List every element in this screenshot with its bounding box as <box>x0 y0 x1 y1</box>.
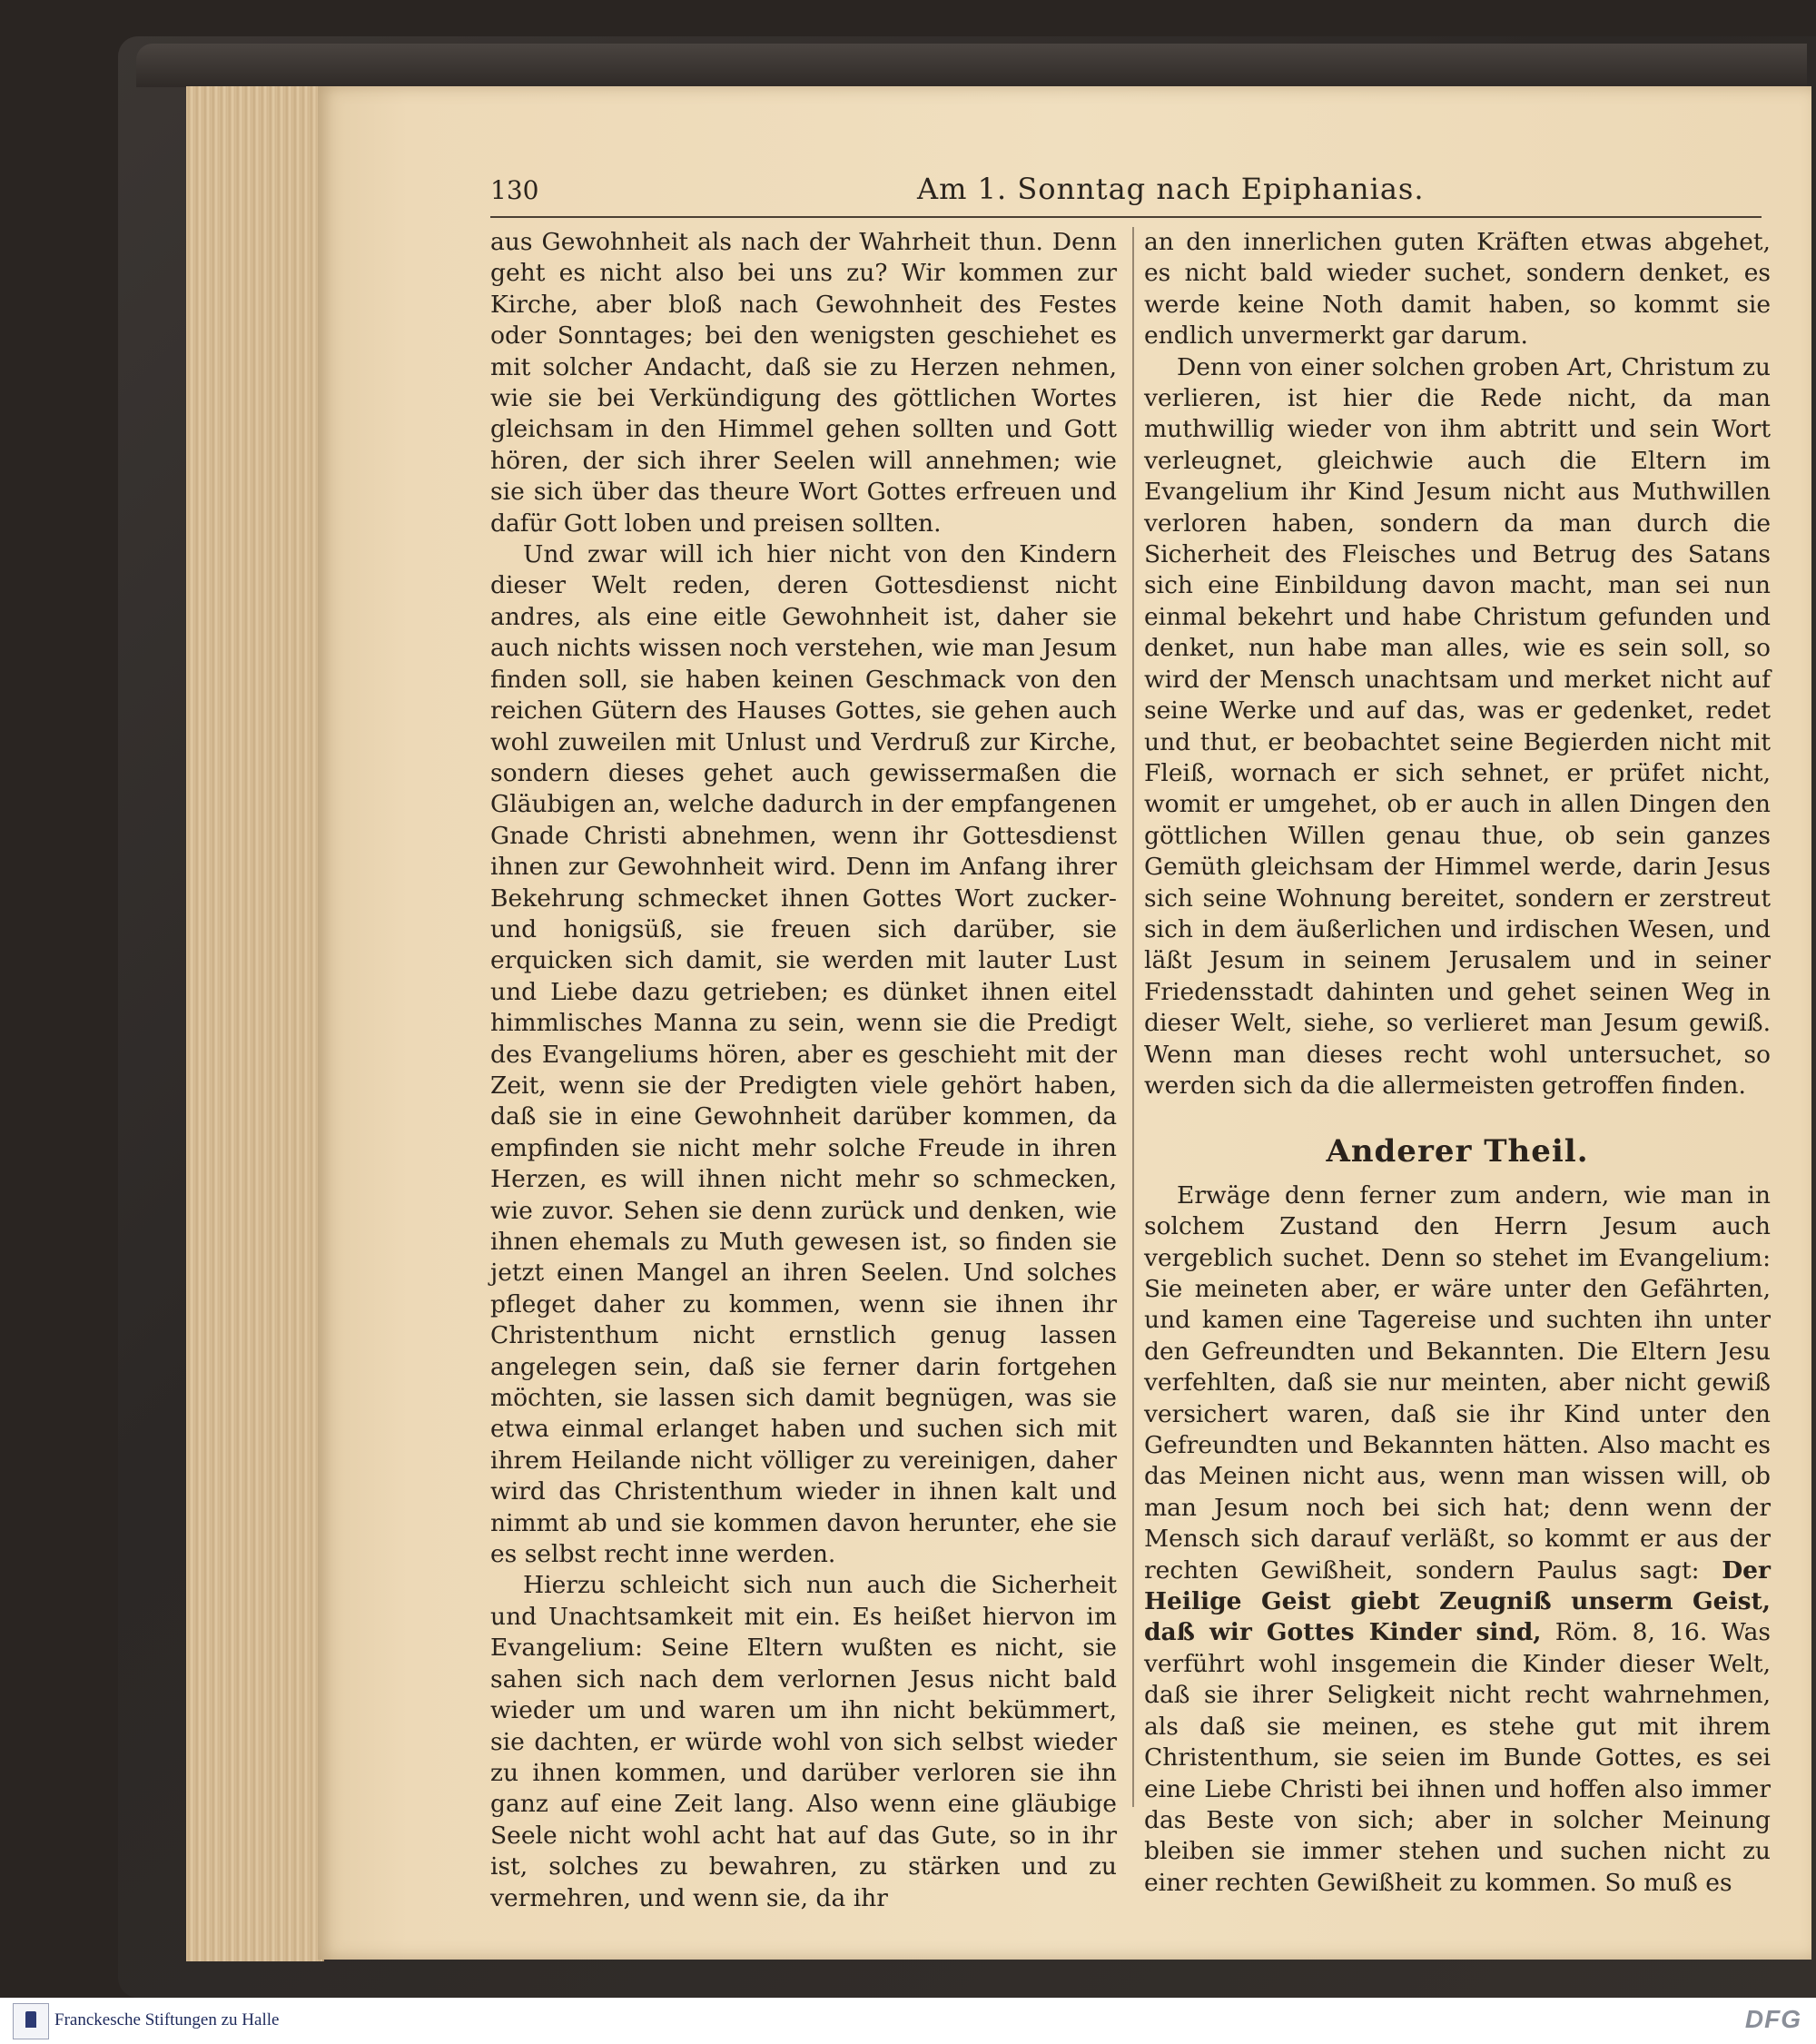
section-heading: Anderer Theil. <box>1326 1133 1589 1170</box>
column-divider <box>1132 227 1134 1807</box>
left-column <box>490 227 1117 1914</box>
institution-name: Franckesche Stiftungen zu Halle <box>54 2010 280 2029</box>
page-edges <box>186 86 324 1961</box>
left-paragraph-1: aus Gewohnheit als nach der Wahrheit thun. Denn geht es nicht also bei uns zu? Wir kommen zur Kirche, aber bloß nach Gewohnheit des Festes oder Sonntages; bei den wenigsten geschiehet es mit solcher Andacht, daß sie zu Herzen nehmen, wie sie bei Verkündigung des göttlichen Wortes gleichsam in den Himmel gehen sollten und Gott hören, der sich ihrer Seelen will annehmen; wie sie sich über das theure Wort Gottes erfreuen und dafür Gott loben und preisen sollten. <box>490 228 1117 538</box>
paragraph-text-end: Röm. 8, 16. Was verführt wohl insgemein die Kinder dieser Welt, daß sie ihrer Seligkeit nicht recht wahrnehmen, als daß sie meinen, es stehe gut mit ihrem Christenthum, sie seien im Bunde Gottes, es sei eine Liebe Christi bei ihnen und hoffen also immer das Beste von sich; aber in solcher Meinung bleiben sie immer stehen und suchen nicht zu einer rechten Gewißheit zu kommen. So muß es <box>1144 1618 1771 1897</box>
right-paragraph-1: an den innerlichen guten Kräften etwas abgehet, es nicht bald wieder suchet, sondern denket, es werde keine Noth damit haben, so kommt sie endlich unvermerkt gar darum. <box>1144 228 1771 351</box>
viewer-footer <box>0 1998 1816 2044</box>
left-paragraph-2: Und zwar will ich hier nicht von den Kindern dieser Welt reden, deren Gottesdienst nicht andres, als eine eitle Gewohnheit ist, daher sie auch nichts wissen noch verstehen, wie man Jesum finden soll, sie haben keinen Geschmack von den reichen Gütern des Hauses Gottes, sie gehen auch wohl zuweilen mit Unlust und Verdruß zur Kirche, sondern dieses gehet auch gewissermaßen die Gläubigen an, welche dadurch in der empfangenen Gnade Christi abnehmen, wenn ihr Gottesdienst ihnen zur Gewohnheit wird. Denn im Anfang ihrer Bekehrung schmecket ihnen Gottes Wort zucker- und honigsüß, sie freuen sich darüber, sie erquicken sich damit, sie werden mit lauter Lust und Liebe dazu getrieben; es dünket ihnen eitel himmlisches Manna zu sein, wenn sie die Predigt des Evangeliums hören, aber es geschieht mit der Zeit, wenn sie der Predigten viele gehört haben, daß sie in eine Gewohnheit darüber kommen, da empfinden sie nicht mehr solche Freude in ihren Herzen, es will ihnen nicht mehr so schmecken, wie zuvor. Sehen sie denn zurück und denken, wie ihnen ehemals zu Muth gewesen ist, so finden sie jetzt einen Mangel an ihren Seelen. Und solches pfleget daher zu kommen, wenn sie ihnen ihr Christenthum nicht ernstlich genug lassen angelegen sein, daß sie ferner darin fortgehen möchten, sie lassen sich damit begnügen, was sie etwa einmal erlanget haben und suchen sich mit ihrem Heilande nicht völliger zu vereinigen, daher wird das Christenthum wieder in ihnen kalt und nimmt ab und sie kommen davon herunter, ehe sie es selbst recht inne werden. <box>490 540 1117 1569</box>
dfg-logo: DFG <box>1744 2005 1801 2033</box>
right-column <box>1144 227 1771 1899</box>
page-number: 130 <box>490 175 539 205</box>
left-paragraph-3: Hierzu schleicht sich nun auch die Sicherheit und Unachtsamkeit mit ein. Es heißet hiervon im Evangelium: Seine Eltern wußten es nicht, sie sahen sich nach dem verlornen Jesus nicht bald wieder um und waren um ihn nicht bekümmert, sie dachten, er würde wohl von sich selbst wieder zu ihnen kommen, und darüber verloren sie ihn ganz auf eine Zeit lang. Also wenn eine gläubige Seele nicht wohl acht hat auf das Gute, so in ihr ist, solches zu bewahren, zu stärken und zu vermehren, und wenn sie, da ihr <box>490 1571 1117 1912</box>
running-title: Am 1. Sonntag nach Epiphanias. <box>917 172 1425 206</box>
page-header <box>490 168 1762 213</box>
right-paragraph-2: Denn von einer solchen groben Art, Christum zu verlieren, ist hier die Rede nicht, da man muthwillig wieder von ihm abtritt und sein Wort verleugnet, gleichwie auch die Eltern im Evangelium ihr Kind Jesum nicht aus Muthwillen verloren haben, sondern da man durch die Sicherheit des Fleisches und Betrug des Satans sich eine Einbildung davon macht, man sei nun einmal bekehrt und habe Christum gefunden und denket, nun habe man alles, wie es sein soll, so wird der Mensch unachtsam und merket nicht auf seine Werke und auf das, was er gedenket, redet und thut, er beobachtet seine Begierden nicht mit Fleiß, wornach er sich sehnet, er prüfet nicht, womit er umgehet, ob er auch in allen Dingen den göttlichen Willen genau thue, ob sein ganzes Gemüth gleichsam der Himmel werde, darin Jesus sich seine Wohnung bereitet, sondern er zerstreut sich in dem äußerlichen und irdischen Wesen, und läßt Jesum in seinem Jerusalem und in seiner Friedensstadt dahinten und gehet seinen Weg in dieser Welt, siehe, so verlieret man Jesum gewiß. Wenn man dieses recht wohl untersuchet, so werden sich da die allermeisten getroffen finden. <box>1144 352 1771 1100</box>
right-paragraph-3 <box>1144 1180 1771 1899</box>
book-cover-top-edge <box>136 44 1807 87</box>
paragraph-text-start: Erwäge denn ferner zum andern, wie man in solchem Zustand den Herrn Jesum auch vergeblich suchet. Denn so stehet im Evangelium: Sie meineten aber, er wäre unter den Gefährten, und kamen eine Tagereise und suchten ihn unter den Gefreundten und Bekannten. Die Eltern Jesu verfehlten, daß sie nur meinten, aber nicht gewiß versichert waren, daß sie ihr Kind unter den Gefreundten und Bekannten hätten. Also macht es das Meinen nicht aus, wenn man wissen will, ob man Jesum noch bei sich hat; denn wenn der Mensch sich darauf verläßt, so kommt er aus der rechten Gewißheit, sondern Paulus sagt: <box>1144 1180 1771 1585</box>
institution-logo-icon <box>13 2003 49 2039</box>
bible-quote: Der Heilige Geist giebt Zeugniß unserm Geist, daß wir Gottes Kinder sind, <box>1144 1555 1771 1647</box>
header-rule <box>490 216 1762 218</box>
